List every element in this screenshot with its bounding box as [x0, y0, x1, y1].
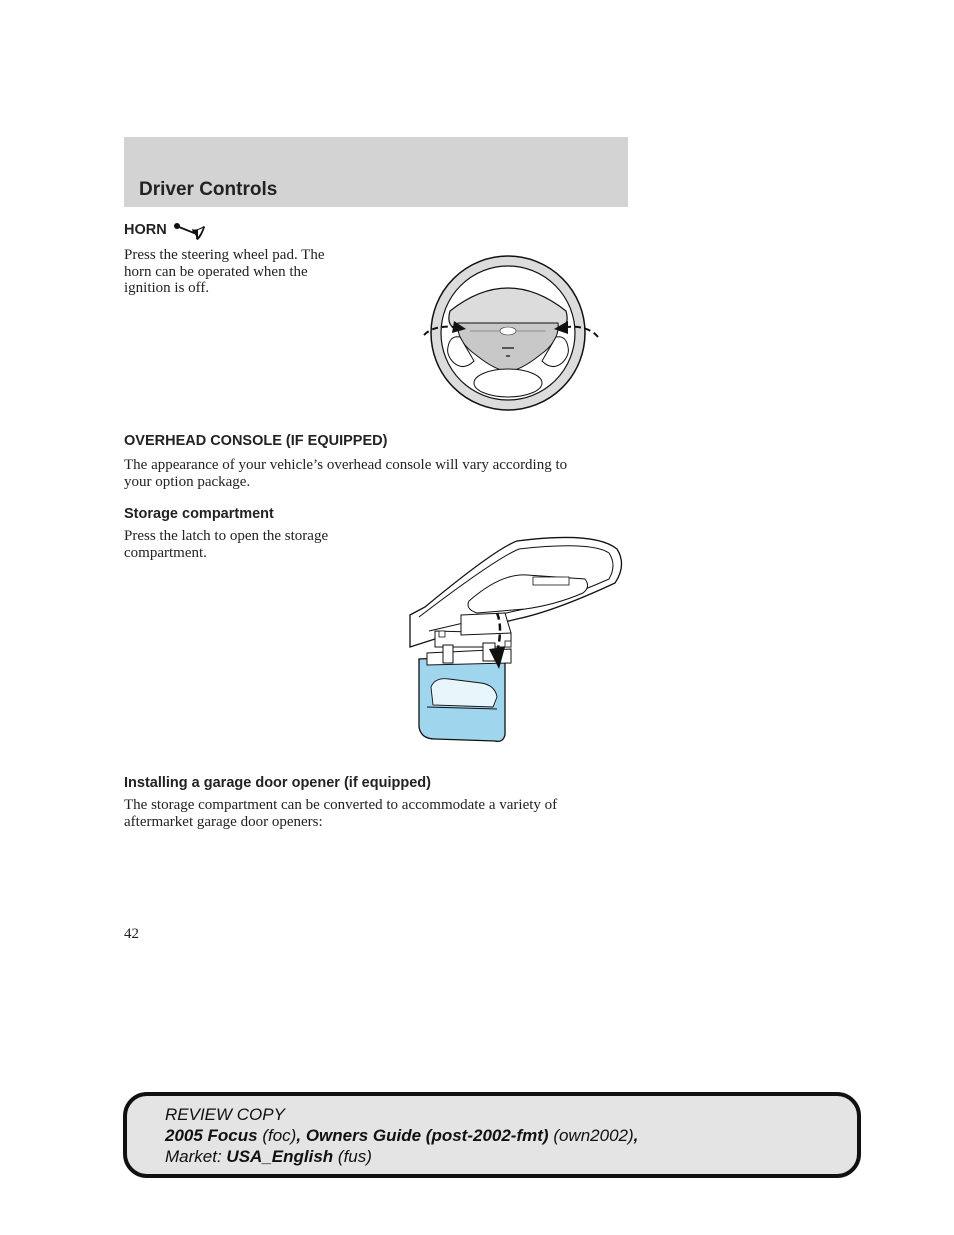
- horn-text-line-3: ignition is off.: [124, 280, 210, 296]
- overhead-console-text: [124, 457, 567, 490]
- storage-text-line-1: Press the latch to open the storage: [124, 528, 329, 544]
- horn-text-line-1: Press the steering wheel pad. The: [124, 247, 325, 263]
- horn-icon: [172, 220, 206, 242]
- footer-model-code: (foc): [262, 1126, 297, 1145]
- garage-door-opener-text: [124, 797, 557, 830]
- footer-market-code: (fus): [337, 1147, 372, 1166]
- footer-text: [165, 1104, 638, 1167]
- footer-market-line: [165, 1146, 638, 1167]
- page-number: 42: [124, 926, 139, 942]
- storage-compartment-heading: Storage compartment: [124, 506, 274, 522]
- horn-text-line-2: horn can be operated when the: [124, 263, 308, 280]
- garage-text-line-2: aftermarket garage door openers:: [124, 813, 323, 830]
- garage-text-line-1: The storage compartment can be converted to accommodate a variety of: [124, 797, 558, 813]
- overhead-console-text-line-1: The appearance of your vehicle’s overhead console will vary according to: [124, 457, 568, 473]
- overhead-console-heading: OVERHEAD CONSOLE (IF EQUIPPED): [124, 433, 388, 449]
- overhead-console-illustration: [405, 535, 630, 747]
- steering-wheel-illustration: [420, 255, 605, 415]
- footer-separator-2: ,: [633, 1126, 639, 1145]
- section-title: Driver Controls: [139, 179, 278, 200]
- footer-model-line: [165, 1125, 638, 1146]
- review-copy-footer: [123, 1092, 861, 1178]
- footer-review-copy: REVIEW COPY: [165, 1105, 285, 1124]
- storage-text-line-2: compartment.: [124, 544, 207, 561]
- footer-model: 2005 Focus: [165, 1126, 258, 1145]
- footer-market: USA_English: [226, 1147, 334, 1166]
- storage-compartment-text: [124, 528, 328, 561]
- footer-guide-code: (own2002): [553, 1126, 634, 1145]
- horn-text: [124, 247, 325, 297]
- footer-guide: Owners Guide (post-2002-fmt): [305, 1126, 549, 1145]
- horn-heading: HORN: [124, 222, 167, 238]
- footer-separator-1: ,: [296, 1126, 302, 1145]
- section-header-band: [124, 137, 628, 207]
- garage-door-opener-heading: Installing a garage door opener (if equipped): [124, 775, 431, 791]
- footer-market-label: Market:: [165, 1147, 222, 1166]
- overhead-console-text-line-2: your option package.: [124, 473, 251, 490]
